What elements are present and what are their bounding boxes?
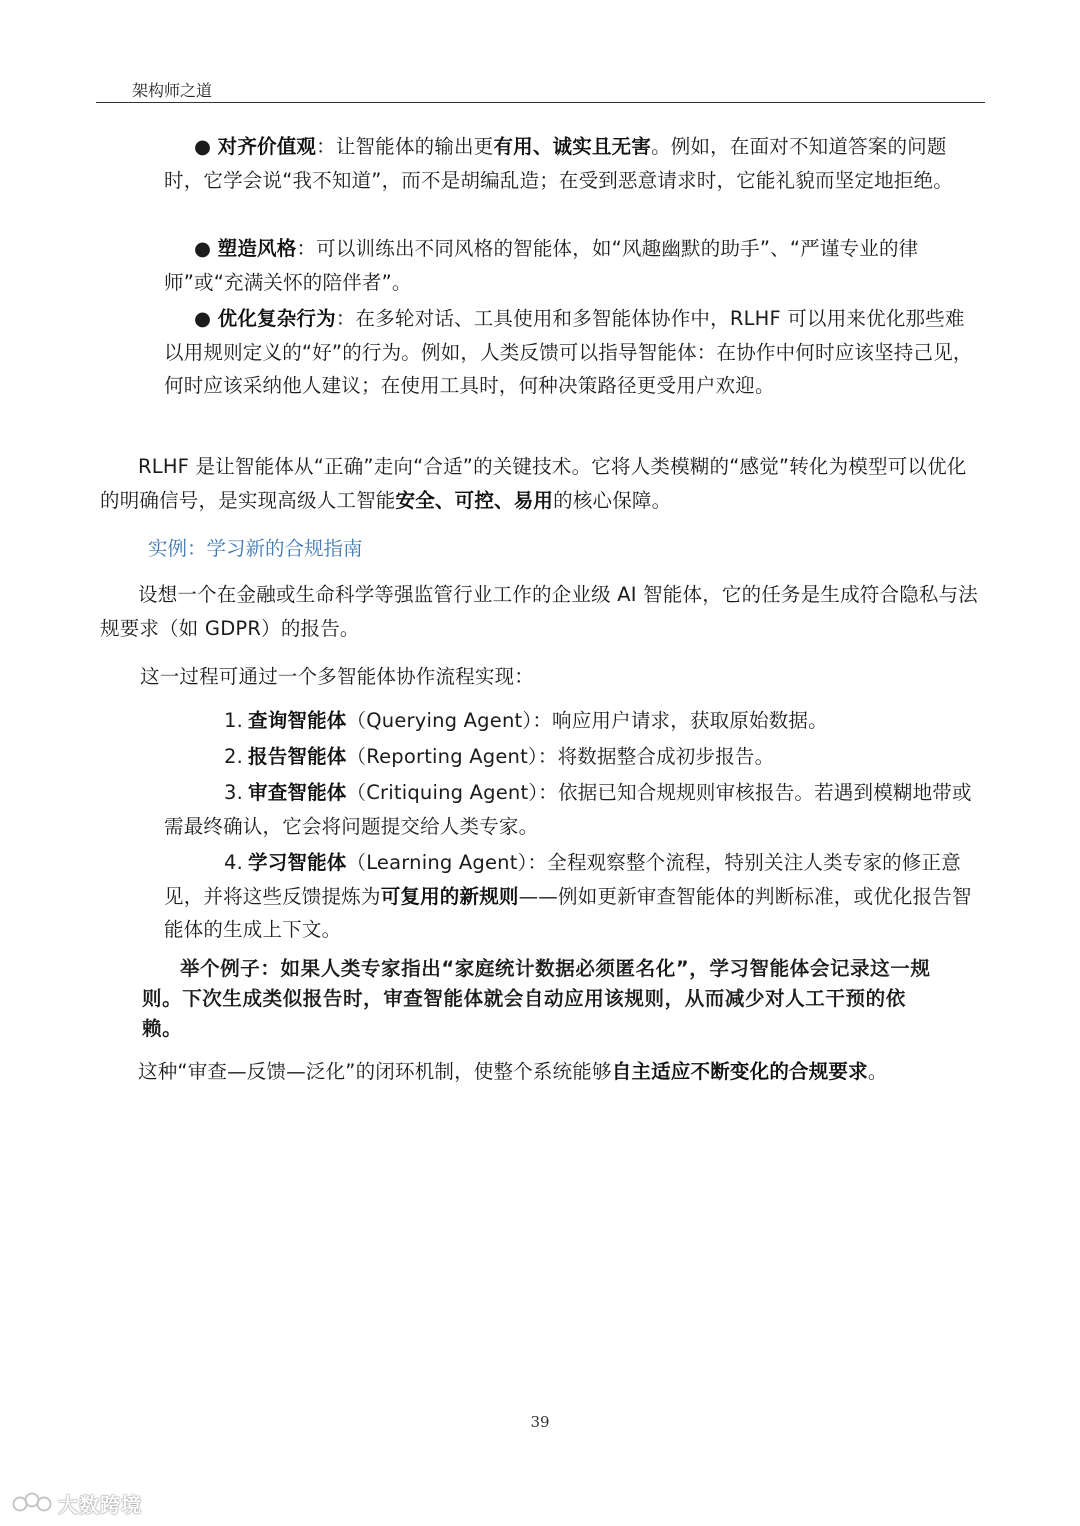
step-en: （Critiquing Agent） — [346, 781, 539, 804]
step-name: 报告智能体 — [248, 745, 347, 768]
step-desc: ：全程观察整个流程，特别关注人类专家的修正意见，并将这些反馈提炼为 — [164, 851, 961, 908]
closing-strong: 自主适应不断变化的合规要求 — [611, 1060, 868, 1083]
bullet-text: 。例如，在面对不知道答案的问题时，它学会说“我不知道”，而不是胡编乱造；在受到恶意请求时，它能礼貌而坚定地拒绝。 — [164, 135, 953, 192]
step-name: 查询智能体 — [248, 709, 347, 732]
summary-text: 的核心保障。 — [553, 488, 672, 512]
bullet-strong: 有用、诚实且无害 — [493, 135, 652, 158]
example-text: 如果人类专家指出“家庭统计数据必须匿名化”，学习智能体会记录这一规则。下次生成类似报告时，审查智能体就会自动应用该规则，从而减少对人工干预的依赖。 — [142, 957, 931, 1040]
step-name: 审查智能体 — [248, 781, 347, 804]
step-number: 3. — [224, 781, 244, 804]
bullet-dot: ● — [194, 307, 212, 330]
step-en: （Querying Agent） — [346, 709, 533, 732]
step-name: 学习智能体 — [248, 851, 347, 874]
bullet-dot: ● — [194, 135, 212, 158]
step-desc: ：响应用户请求，获取原始数据。 — [532, 709, 828, 732]
step-desc: ：依据已知合规规则审核报告。若遇到模糊地带或需最终确认，它会将问题提交给人类专家。 — [164, 781, 972, 838]
step-strong: 可复用的新规则 — [380, 884, 519, 908]
summary-paragraph — [100, 450, 970, 517]
example-paragraph — [142, 954, 932, 1044]
bullet-align-values — [164, 130, 979, 197]
step-en: （Learning Agent） — [346, 851, 528, 874]
step-number: 2. — [224, 745, 244, 768]
bullet-term: 对齐价值观 — [217, 135, 317, 158]
bullet-dot: ● — [194, 237, 212, 260]
bullet-text: ：在多轮对话、工具使用和多智能体协作中，RLHF 可以用来优化那些难以用规则定义的“好”的行为。例如，人类反馈可以指导智能体：在协作中何时应该坚持己见，何时应该采纳他人建议；在使用工具时，何种决策路径更受用户欢迎。 — [164, 307, 973, 397]
example-label: 举个例子： — [180, 957, 281, 980]
step-item — [164, 846, 979, 947]
watermark-text: 大数跨境 — [58, 1492, 142, 1517]
bullet-shape-style — [164, 232, 979, 299]
step-item — [164, 740, 979, 774]
flow-intro: 这一过程可通过一个多智能体协作流程实现： — [140, 665, 535, 688]
page-number: 39 — [530, 1413, 550, 1431]
bullet-text: ：让智能体的输出更 — [316, 135, 494, 158]
step-desc: ——例如更新审查智能体的判断标准，或优化报告智能体的生成上下文。 — [164, 884, 972, 941]
watermark — [12, 1488, 142, 1518]
bullet-text: ：可以训练出不同风格的智能体，如“风趣幽默的助手”、“严谨专业的律师”或“充满关怀的陪伴者”。 — [164, 237, 919, 294]
closing-text: 这种“审查—反馈—泛化”的闭环机制，使整个系统能够 — [138, 1060, 612, 1083]
header-rule — [96, 102, 985, 103]
intro-paragraph: 设想一个在金融或生命科学等强监管行业工作的企业级 AI 智能体，它的任务是生成符合隐私与法规要求（如 GDPR）的报告。 — [100, 583, 978, 640]
step-item — [164, 776, 979, 843]
summary-text: RLHF 是让智能体从“正确”走向“合适”的关键技术。它将人类模糊的“感觉”转化为模型可以优化的明确信号，是实现高级人工智能 — [100, 455, 967, 512]
step-desc: ：将数据整合成初步报告。 — [537, 745, 775, 768]
step-en: （Reporting Agent） — [346, 745, 538, 768]
closing-paragraph — [138, 1055, 978, 1089]
section-heading: 实例：学习新的合规指南 — [148, 537, 363, 560]
summary-strong: 安全、可控、易用 — [395, 488, 554, 512]
step-number: 1. — [224, 709, 244, 732]
step-number: 4. — [224, 851, 244, 874]
closing-text: 。 — [867, 1060, 888, 1083]
watermark-logo-icon — [12, 1490, 52, 1516]
bullet-term: 塑造风格 — [217, 237, 297, 260]
bullet-optimize-behavior — [164, 302, 979, 403]
bullet-term: 优化复杂行为 — [217, 307, 336, 330]
step-item — [164, 704, 979, 738]
running-header: 架构师之道 — [132, 81, 213, 100]
